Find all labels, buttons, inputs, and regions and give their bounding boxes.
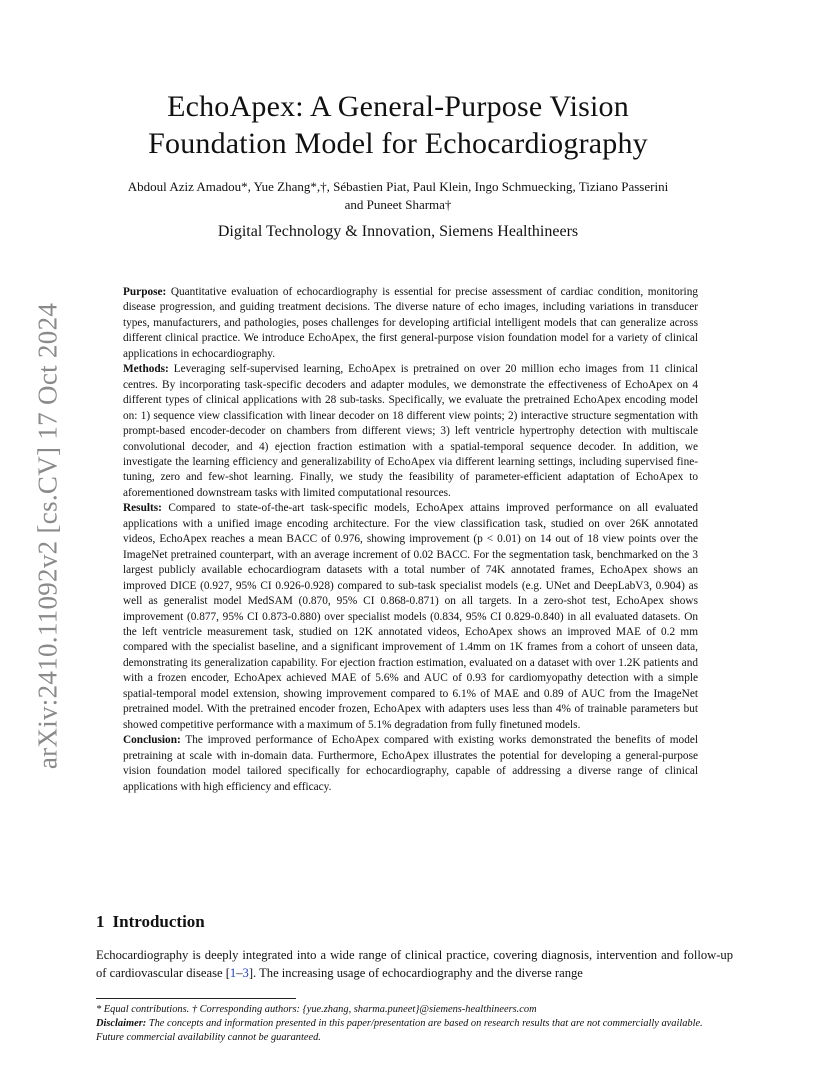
conclusion-text: The improved performance of EchoApex compared with existing works demonstrated the benefits of model pretraining at scale with in-domain data. Furthermore, EchoApex illustrates the potential for developing a general-purpose vision foundation model tailored specifically for echocardiography, capable of addressing a diverse range of clinical applications with high efficiency and efficacy. [123, 734, 699, 793]
abstract-purpose [123, 285, 698, 362]
section-number: 1 [96, 912, 105, 931]
methods-label: Methods: [123, 363, 169, 376]
disclaimer-label: Disclaimer: [96, 1018, 147, 1030]
methods-text: Leveraging self-supervised learning, EchoApex is pretrained on over 20 million echo images from 11 clinical centres. By incorporating task-specific decoders and adapter modules, we demonstrate the effectiveness of EchoApex on 4 different types of clinical applications with 28 sub-tasks. Specifically, we evaluate the pretrained EchoApex encoding model on: 1) sequence view classification with linear decoder on 18 different view points; 2) interactive structure segmentation with prompt-based encoder-decoder on chambers from different views; 3) left ventricle hypertrophy detection with multiscale convolutional decoder, and 4) ejection fraction estimation with a spatial-temporal sequence decoder. In addition, we investigate the learning efficiency and generalizability of EchoApex via different learning settings, including supervised fine-tuning, zero and few-shot learning. Finally, we study the feasibility of parameter-efficient adaptation of EchoApex to aforementioned downstream tasks with limited computational resources. [123, 363, 698, 499]
author-line-2: and Puneet Sharma† [344, 197, 452, 212]
purpose-text: Quantitative evaluation of echocardiography is essential for precise assessment of cardiac condition, monitoring disease progression, and guiding treatment decisions. The diverse nature of echo images, including variations in transducer types, manufacturers, and pathologies, poses challenges for developing artificial intelligent models that can generalize across different clinical practice. We introduce EchoApex, the first general-purpose vision foundation model for a variety of clinical applications in echocardiography. [123, 286, 698, 360]
citation-separator: – [236, 966, 243, 980]
footnotes [96, 1003, 733, 1046]
conclusion-label: Conclusion: [123, 734, 181, 747]
purpose-label: Purpose: [123, 286, 167, 298]
paper-title [80, 88, 716, 162]
results-text: Compared to state-of-the-art task-specific models, EchoApex attains improved performance on all evaluated applications with a unified image encoding architecture. For the view classification task, studied on over 26K annotated videos, EchoApex reaches a mean BACC of 0.976, showing improvement (p < 0.01) on 14 out of 18 view points over the ImageNet pretrained counterpart, with an average increment of 0.02 BACC. For the segmentation task, benchmarked on the 3 largest publicly available echocardiogram datasets with a total number of 74K annotated frames, EchoApex shows an improved DICE (0.927, 95% CI 0.926-0.928) compared to sub-task specialist models (e.g. UNet and DeepLabV3, 0.904) as well as generalist model MedSAM (0.870, 95% CI 0.868-0.871) on all targets. In a zero-shot test, EchoApex shows improvement (0.877, 95% CI 0.873-0.880) over specialist models (0.834, 95% CI 0.829-0.840) in all evaluated datasets. On the left ventricle measurement task, studied on 12K annotated videos, EchoApex shows an improved MAE of 0.2 mm compared with the specialist baseline, and a significant improvement of 1.4mm on 1K frames from a cohort of unseen data, demonstrating its generalization capability. For ejection fraction estimation, evaluated on a dataset with over 1.2K patients and with a frozen encoder, EchoApex achieved MAE of 5.6% and AUC of 0.93 for cardiomyopathy detection with a simple spatial-temporal model extension, showing improvement compared to 6.1% of MAE and 0.89 of AUC from the ImageNet pretrained model. With the pretrained encoder frozen, EchoApex with adapters uses less than 4% of trainable parameters but showed competitive performance with a maximum of 5.1% degradation from fully finetuned models. [123, 502, 698, 731]
affiliation: Digital Technology & Innovation, Siemens Healthineers [217, 223, 579, 240]
footnote-contributions: * Equal contributions. † Corresponding authors: {yue.zhang, sharma.puneet}@siemens-healthineers.com [96, 1004, 537, 1015]
intro-text-start: Echocardiography is deeply integrated into a wide range of clinical practice, covering diagnosis, intervention and follow-up of cardiovascular disease [ [96, 948, 733, 980]
paper-title-line-2: Foundation Model for Echocardiography [148, 127, 648, 160]
results-label: Results: [123, 502, 162, 515]
introduction-paragraph [96, 946, 733, 982]
arxiv-identifier: arXiv:2410.11092v2 [cs.CV] 17 Oct 2024 [32, 302, 63, 770]
paper-title-line-1: EchoApex: A General-Purpose Vision [167, 90, 629, 123]
citation-link-1[interactable]: 1 [229, 966, 237, 980]
abstract-results [123, 501, 698, 733]
section-title: Introduction [112, 912, 205, 931]
introduction-heading [96, 912, 205, 932]
abstract-conclusion [123, 733, 698, 795]
disclaimer-text: The concepts and information presented in this paper/presentation are based on research results that are not commercially available. Future commercial availability cannot be guaranteed. [96, 1018, 703, 1044]
intro-text-end: ]. The increasing usage of echocardiography and the diverse range [248, 966, 583, 980]
abstract [123, 285, 698, 795]
footnote-disclaimer [96, 1017, 733, 1045]
author-line-1: Abdoul Aziz Amadou*, Yue Zhang*,†, Sébastien Piat, Paul Klein, Ingo Schmuecking, Tiziano Passerini [127, 179, 669, 194]
abstract-methods [123, 362, 698, 501]
citation-link-3[interactable]: 3 [242, 966, 249, 980]
author-list [80, 178, 716, 214]
footnote-divider [96, 998, 296, 999]
